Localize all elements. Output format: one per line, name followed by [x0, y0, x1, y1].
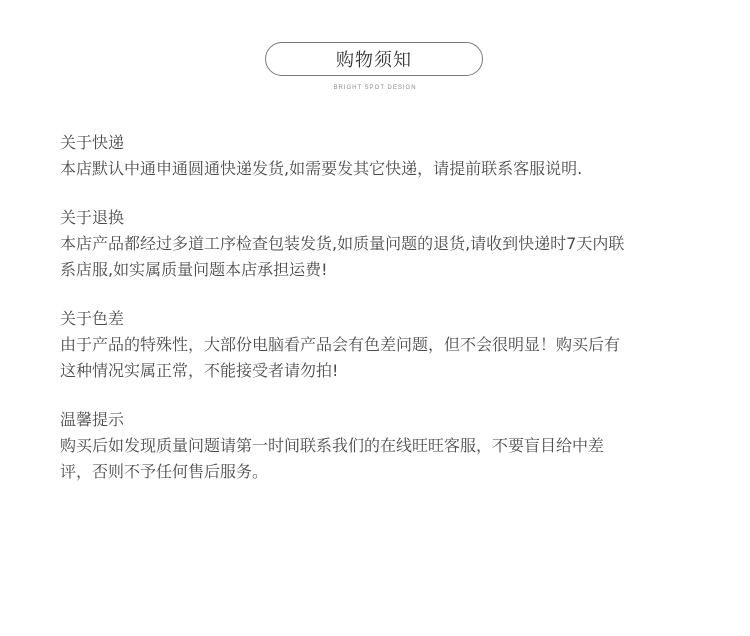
brand-subtitle: BRIGHT SPOT DESIGN — [333, 85, 417, 91]
section-text-line: 由于产品的特殊性，大部份电脑看产品会有色差问题，但不会很明显！购买后有 — [60, 335, 621, 354]
section-text-line: 评，否则不予任何售后服务。 — [60, 462, 269, 481]
section-text-line: 本店默认中通申通圆通快递发货,如需要发其它快递，请提前联系客服说明. — [60, 159, 583, 178]
section-title: 关于色差 — [60, 309, 125, 328]
section-text-line: 这种情况实属正常，不能接受者请勿拍! — [60, 361, 339, 380]
page-title: 购物须知 — [265, 42, 483, 76]
section-color-difference — [60, 306, 700, 384]
section-express — [60, 130, 700, 182]
section-text-line: 系店服,如实属质量问题本店承担运费! — [60, 260, 328, 279]
page-header — [0, 42, 750, 102]
section-title: 温馨提示 — [60, 410, 125, 429]
section-text-line: 本店产品都经过多道工序检查包装发货,如质量问题的退货,请收到快递时7天内联 — [60, 234, 625, 253]
section-title: 关于退换 — [60, 208, 125, 227]
notice-content — [60, 130, 700, 508]
section-warm-tips — [60, 407, 700, 485]
section-title: 关于快递 — [60, 133, 125, 152]
section-text-line: 购买后如发现质量问题请第一时间联系我们的在线旺旺客服，不要盲目给中差 — [60, 436, 605, 455]
section-returns — [60, 205, 700, 283]
